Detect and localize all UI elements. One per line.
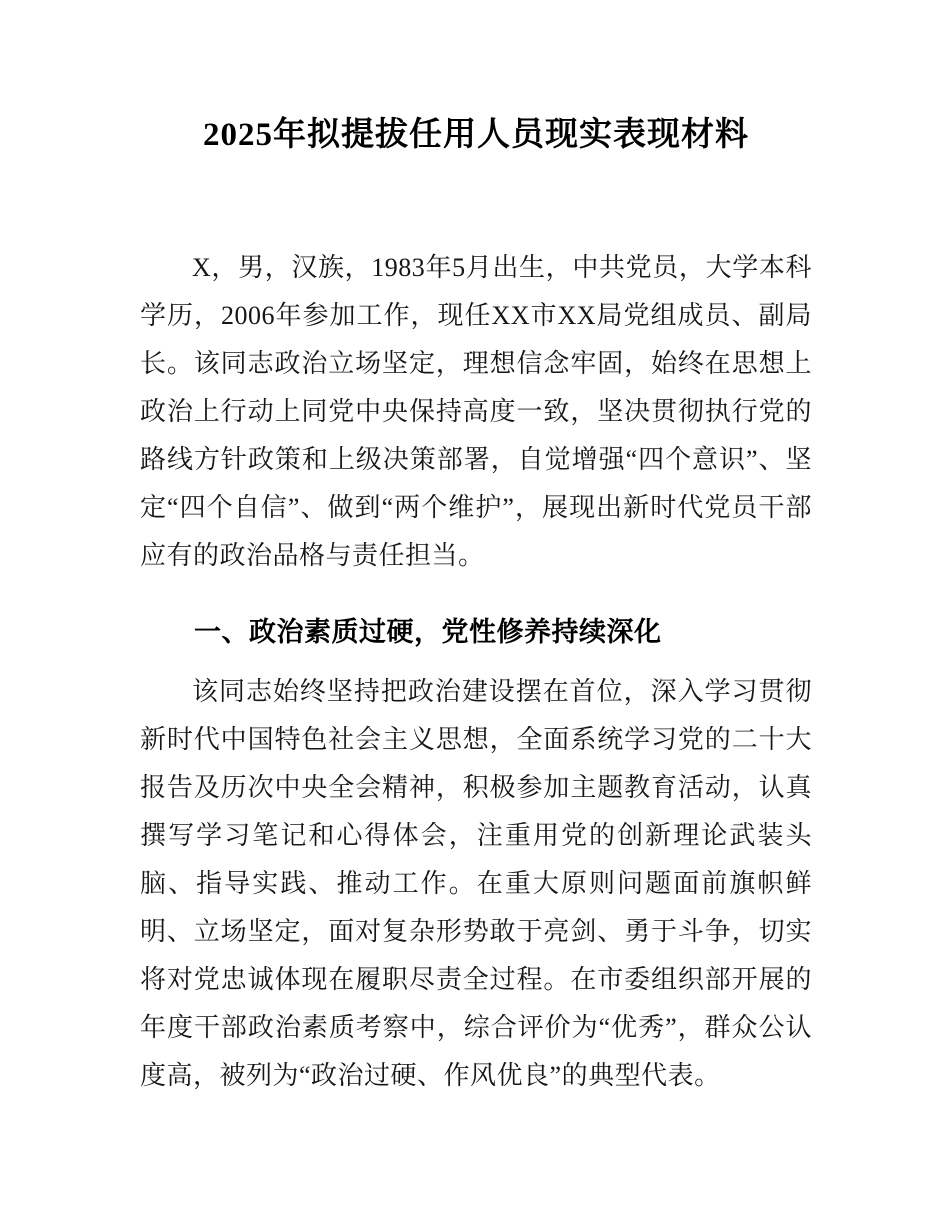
paragraph-intro: X，男，汉族，1983年5月出生，中共党员，大学本科学历，2006年参加工作，现任XX市XX局党组成员、副局长。该同志政治立场坚定，理想信念牢固，始终在思想上政治上行动上同党中央保持高度一致，坚决贯彻执行党的路线方针政策和上级决策部署，自觉增强“四个意识”、坚定“四个自信”、做到“两个维护”，展现出新时代党员干部应有的政治品格与责任担当。 bbox=[140, 253, 812, 570]
paragraph-section-1-body: 该同志始终坚持把政治建设摆在首位，深入学习贯彻新时代中国特色社会主义思想，全面系统学习党的二十大报告及历次中央全会精神，积极参加主题教育活动，认真撰写学习笔记和心得体会，注重用党的创新理论武装头脑、指导实践、推动工作。在重大原则问题面前旗帜鲜明、立场坚定，面对复杂形势敢于亮剑、勇于斗争，切实将对党忠诚体现在履职尽责全过程。在市委组织部开展的年度干部政治素质考察中，综合评价为“优秀”，群众公认度高，被列为“政治过硬、作风优良”的典型代表。 bbox=[140, 677, 812, 1090]
document-title: 2025年拟提拔任用人员现实表现材料 bbox=[203, 117, 749, 153]
section-heading-1: 一、政治素质过硬，党性修养持续深化 bbox=[194, 617, 662, 647]
